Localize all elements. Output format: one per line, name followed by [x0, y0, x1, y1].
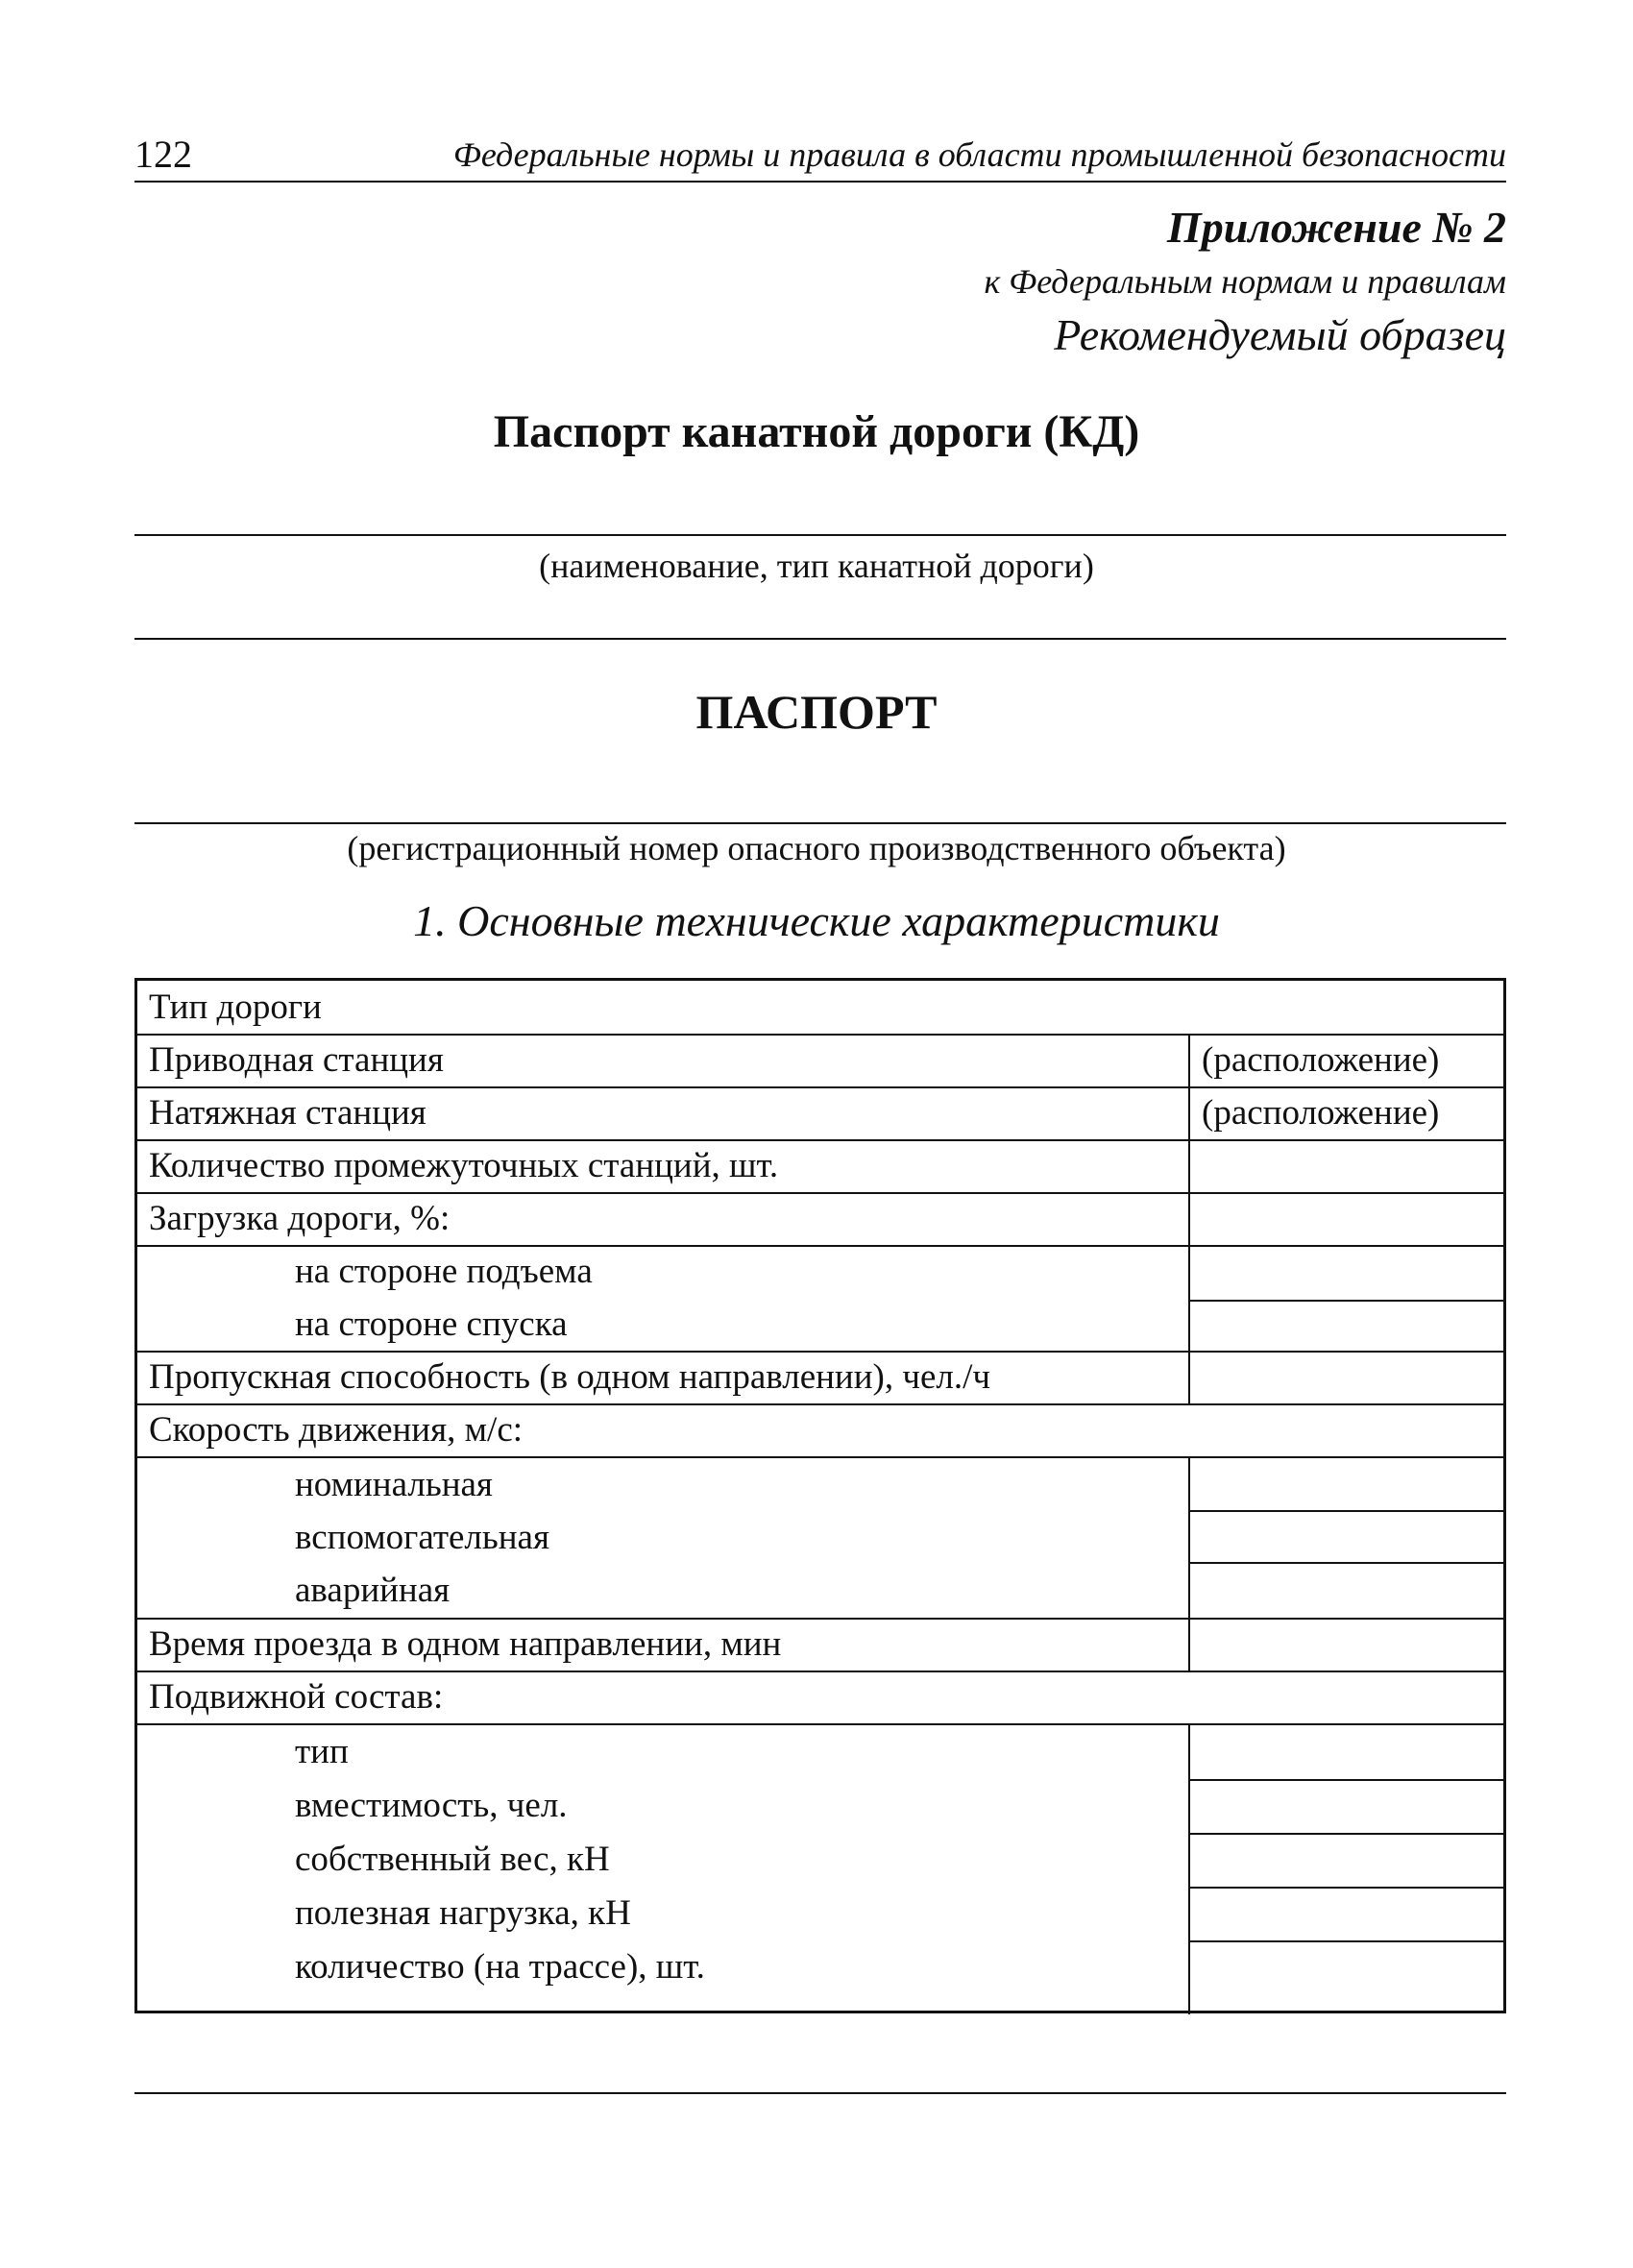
load-up-value-cell[interactable]: [1188, 1247, 1503, 1300]
bottom-rule: [134, 2092, 1506, 2094]
appendix-number: Приложение № 2: [1166, 203, 1506, 252]
speed-nominal-label: номинальная: [295, 1465, 493, 1504]
running-header: [134, 123, 1506, 183]
intermediate-stations-value-cell[interactable]: [1188, 1141, 1503, 1194]
speed-aux-label: вспомогательная: [295, 1518, 549, 1557]
registration-fill-line: [134, 822, 1506, 824]
rolling-stock-label: Подвижной состав:: [149, 1677, 444, 1717]
table-row: [137, 1403, 1503, 1458]
divider-line: [134, 638, 1506, 640]
intermediate-stations-label: Количество промежуточных станций, шт.: [149, 1146, 779, 1185]
table-row: [137, 1671, 1503, 1725]
capacity-value-cell[interactable]: [1188, 1353, 1503, 1405]
load-down-value-cell[interactable]: [1188, 1300, 1503, 1354]
rs-capacity-value-cell[interactable]: [1188, 1779, 1503, 1835]
running-title: Федеральные нормы и правила в области промышленной безопасности: [452, 135, 1506, 174]
speed-aux-value-cell[interactable]: [1188, 1510, 1503, 1564]
appendix-sample-label: Рекомендуемый образец: [1054, 310, 1506, 359]
registration-caption: (регистрационный номер опасного производственного объекта): [347, 829, 1286, 867]
drive-station-value: (расположение): [1202, 1040, 1440, 1080]
table-row: [137, 1618, 1503, 1672]
table-row: [137, 1034, 1503, 1088]
rs-type-label: тип: [295, 1732, 349, 1771]
section-title: 1. Основные технические характеристики: [413, 896, 1220, 945]
rs-count-label: количество (на трассе), шт.: [295, 1947, 705, 1987]
load-down-label: на стороне спуска: [295, 1305, 568, 1344]
table-row: [137, 981, 1503, 1034]
rs-weight-label: собственный вес, кН: [295, 1840, 610, 1879]
document-title: Паспорт канатной дороги (КД): [493, 406, 1140, 457]
rs-type-value-cell[interactable]: [1188, 1725, 1503, 1779]
load-up-label: на стороне подъема: [295, 1252, 593, 1291]
table-row: [137, 1351, 1503, 1405]
speed-nominal-value-cell[interactable]: [1188, 1458, 1503, 1510]
tension-station-value-cell[interactable]: [1188, 1088, 1503, 1141]
name-caption: (наименование, тип канатной дороги): [539, 547, 1094, 585]
rs-weight-value-cell[interactable]: [1188, 1833, 1503, 1889]
table-row: [137, 1723, 1503, 2012]
travel-time-label: Время проезда в одном направлении, мин: [149, 1624, 782, 1664]
tension-station-label: Натяжная станция: [149, 1093, 427, 1133]
table-row: [137, 1139, 1503, 1194]
capacity-label: Пропускная способность (в одном направлении), чел./ч: [149, 1357, 990, 1397]
tension-station-value: (расположение): [1202, 1093, 1440, 1133]
speed-label: Скорость движения, м/с:: [149, 1410, 524, 1450]
table-row: [137, 1245, 1503, 1353]
load-value-cell[interactable]: [1188, 1194, 1503, 1247]
table-row: [137, 1192, 1503, 1247]
rs-capacity-label: вместимость, чел.: [295, 1786, 568, 1825]
name-fill-line: [134, 534, 1506, 536]
load-label: Загрузка дороги, %:: [149, 1199, 451, 1238]
speed-emergency-value-cell[interactable]: [1188, 1562, 1503, 1622]
road-type-label: Тип дороги: [149, 988, 322, 1027]
drive-station-value-cell[interactable]: [1188, 1036, 1503, 1088]
characteristics-table: [134, 978, 1506, 2013]
passport-heading: ПАСПОРТ: [695, 685, 938, 739]
travel-time-value-cell[interactable]: [1188, 1620, 1503, 1672]
table-row: [137, 1456, 1503, 1620]
speed-emergency-label: аварийная: [295, 1571, 451, 1610]
page-number: 122: [134, 133, 192, 176]
rs-payload-label: полезная нагрузка, кН: [295, 1893, 631, 1933]
drive-station-label: Приводная станция: [149, 1040, 444, 1080]
table-row: [137, 1086, 1503, 1141]
rs-payload-value-cell[interactable]: [1188, 1887, 1503, 1942]
rs-count-value-cell[interactable]: [1188, 1940, 1503, 2014]
appendix-reference: к Федеральным нормам и правилам: [984, 262, 1506, 301]
